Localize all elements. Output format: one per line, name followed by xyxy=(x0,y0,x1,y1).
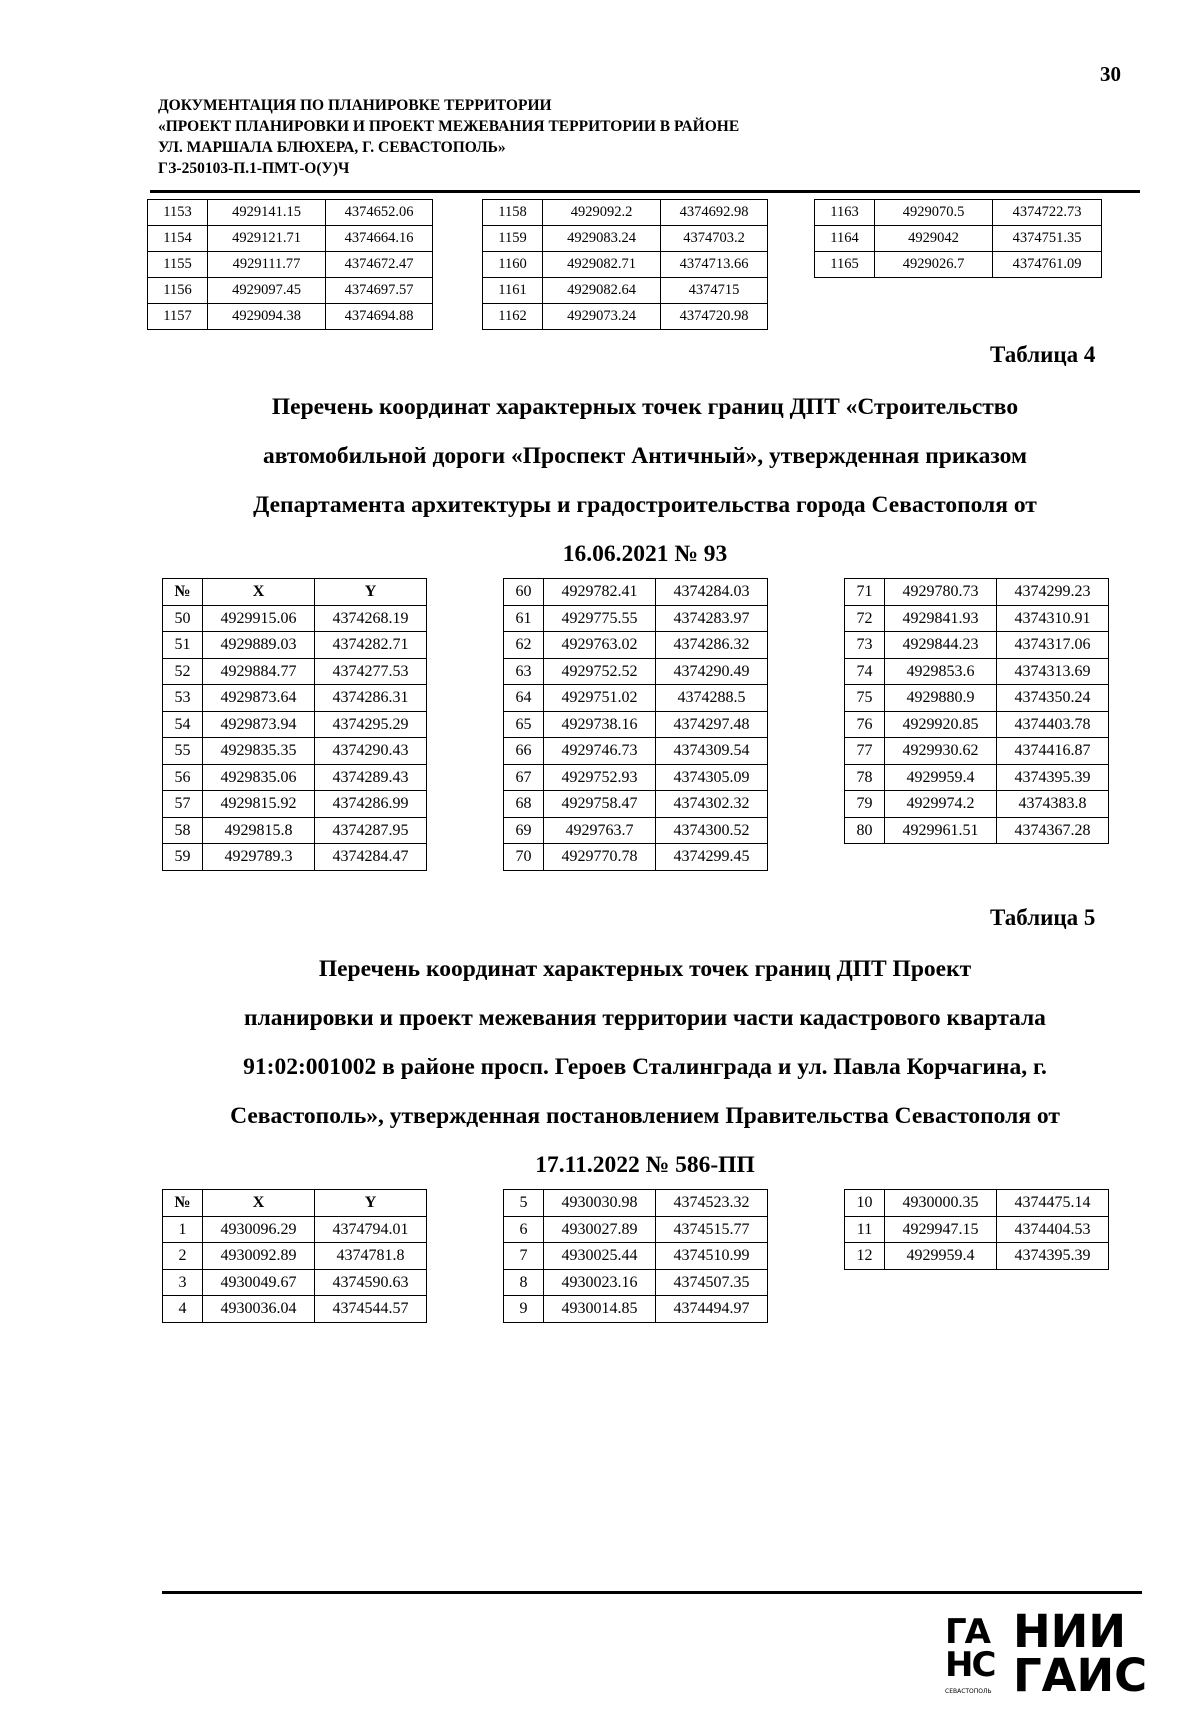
y-coordinate-cell: 4374395.39 xyxy=(997,1243,1109,1270)
y-coordinate-cell: 4374703.2 xyxy=(661,226,768,252)
y-coordinate-cell: 4374286.31 xyxy=(315,685,427,712)
table-row xyxy=(163,1269,427,1296)
point-number-cell: 1159 xyxy=(483,226,543,252)
table-row xyxy=(163,605,427,632)
table-4-label: Таблица 4 xyxy=(990,342,1096,367)
y-coordinate-cell: 4374295.29 xyxy=(315,711,427,738)
table-4-caption-line: 16.06.2021 № 93 xyxy=(562,541,728,567)
y-coordinate-cell: 4374475.14 xyxy=(997,1190,1109,1217)
table-4-caption-line: Перечень координат характерных точек границ ДПТ «Строительство xyxy=(271,394,1019,420)
table-row xyxy=(163,738,427,765)
table-row xyxy=(483,278,768,304)
x-coordinate-cell: 4929959.4 xyxy=(885,764,997,791)
x-coordinate-cell: 4929974.2 xyxy=(885,791,997,818)
x-coordinate-cell: 4929770.78 xyxy=(544,844,656,871)
table-row xyxy=(163,764,427,791)
table-row xyxy=(163,1296,427,1323)
table-5-caption-line: Севастополь», утвержденная постановлением Правительства Севастополя от xyxy=(230,1103,1060,1129)
x-coordinate-cell: 4929841.93 xyxy=(885,605,997,632)
point-number-cell: 1162 xyxy=(483,304,543,330)
x-coordinate-cell: 4929853.6 xyxy=(885,658,997,685)
x-coordinate-cell: 4930027.89 xyxy=(544,1216,656,1243)
point-number-cell: 56 xyxy=(163,764,203,791)
point-number-cell: 53 xyxy=(163,685,203,712)
point-number-cell: 7 xyxy=(504,1243,544,1270)
column-header-number: № xyxy=(163,579,203,606)
x-coordinate-cell: 4929930.62 xyxy=(885,738,997,765)
table-row xyxy=(815,252,1102,278)
x-coordinate-cell: 4929880.9 xyxy=(885,685,997,712)
y-coordinate-cell: 4374404.53 xyxy=(997,1216,1109,1243)
x-coordinate-cell: 4929083.24 xyxy=(543,226,661,252)
table-4-block-1 xyxy=(162,578,427,871)
x-coordinate-cell: 4929042 xyxy=(875,226,993,252)
y-coordinate-cell: 4374515.77 xyxy=(656,1216,768,1243)
table-row xyxy=(845,632,1109,659)
table-4-block-2 xyxy=(503,578,768,871)
table-row xyxy=(845,685,1109,712)
y-coordinate-cell: 4374286.32 xyxy=(656,632,768,659)
table-row xyxy=(163,711,427,738)
table-row xyxy=(504,817,768,844)
y-coordinate-cell: 4374590.63 xyxy=(315,1269,427,1296)
y-coordinate-cell: 4374751.35 xyxy=(993,226,1102,252)
table-5-block-2 xyxy=(503,1189,768,1323)
x-coordinate-cell: 4929751.02 xyxy=(544,685,656,712)
point-number-cell: 1158 xyxy=(483,200,543,226)
y-coordinate-cell: 4374494.97 xyxy=(656,1296,768,1323)
point-number-cell: 58 xyxy=(163,817,203,844)
point-number-cell: 1163 xyxy=(815,200,875,226)
y-coordinate-cell: 4374277.53 xyxy=(315,658,427,685)
table-row xyxy=(504,605,768,632)
table-5-caption-line: планировки и проект межевания территории части кадастрового квартала xyxy=(244,1005,1046,1031)
x-coordinate-cell: 4929873.64 xyxy=(203,685,315,712)
y-coordinate-cell: 4374403.78 xyxy=(997,711,1109,738)
y-coordinate-cell: 4374313.69 xyxy=(997,658,1109,685)
table-row xyxy=(845,764,1109,791)
table-row xyxy=(148,200,433,226)
x-coordinate-cell: 4930025.44 xyxy=(544,1243,656,1270)
point-number-cell: 4 xyxy=(163,1296,203,1323)
y-coordinate-cell: 4374299.23 xyxy=(997,579,1109,606)
y-coordinate-cell: 4374794.01 xyxy=(315,1216,427,1243)
x-coordinate-cell: 4929094.38 xyxy=(208,304,326,330)
point-number-cell: 71 xyxy=(845,579,885,606)
y-coordinate-cell: 4374416.87 xyxy=(997,738,1109,765)
point-number-cell: 1160 xyxy=(483,252,543,278)
y-coordinate-cell: 4374694.88 xyxy=(326,304,433,330)
x-coordinate-cell: 4929775.55 xyxy=(544,605,656,632)
table-row xyxy=(148,278,433,304)
logo-name xyxy=(1013,1605,1148,1702)
table-4-caption-line: Департамента архитектуры и градостроительства города Севастополя от xyxy=(253,492,1037,518)
point-number-cell: 6 xyxy=(504,1216,544,1243)
x-coordinate-cell: 4929070.5 xyxy=(875,200,993,226)
table-row xyxy=(845,1190,1109,1217)
table-4-caption xyxy=(150,383,1140,579)
y-coordinate-cell: 4374672.47 xyxy=(326,252,433,278)
x-coordinate-cell: 4929947.15 xyxy=(885,1216,997,1243)
y-coordinate-cell: 4374302.32 xyxy=(656,791,768,818)
footer-divider xyxy=(162,1591,1142,1594)
point-number-cell: 54 xyxy=(163,711,203,738)
point-number-cell: 1153 xyxy=(148,200,208,226)
y-coordinate-cell: 4374290.49 xyxy=(656,658,768,685)
point-number-cell: 50 xyxy=(163,605,203,632)
y-coordinate-cell: 4374309.54 xyxy=(656,738,768,765)
x-coordinate-cell: 4929815.8 xyxy=(203,817,315,844)
continuation-table-2 xyxy=(482,199,768,330)
point-number-cell: 2 xyxy=(163,1243,203,1270)
table-row xyxy=(504,658,768,685)
column-header-y: Y xyxy=(315,579,427,606)
point-number-cell: 1161 xyxy=(483,278,543,304)
y-coordinate-cell: 4374287.95 xyxy=(315,817,427,844)
x-coordinate-cell: 4929789.3 xyxy=(203,844,315,871)
y-coordinate-cell: 4374367.28 xyxy=(997,817,1109,844)
point-number-cell: 57 xyxy=(163,791,203,818)
x-coordinate-cell: 4929915.06 xyxy=(203,605,315,632)
x-coordinate-cell: 4929844.23 xyxy=(885,632,997,659)
y-coordinate-cell: 4374297.48 xyxy=(656,711,768,738)
y-coordinate-cell: 4374720.98 xyxy=(661,304,768,330)
y-coordinate-cell: 4374544.57 xyxy=(315,1296,427,1323)
y-coordinate-cell: 4374664.16 xyxy=(326,226,433,252)
point-number-cell: 80 xyxy=(845,817,885,844)
x-coordinate-cell: 4929752.52 xyxy=(544,658,656,685)
point-number-cell: 1165 xyxy=(815,252,875,278)
continuation-table-3 xyxy=(814,199,1102,278)
document-header xyxy=(158,95,739,179)
table-row xyxy=(504,579,768,606)
page-number: 30 xyxy=(1100,62,1121,86)
x-coordinate-cell: 4929111.77 xyxy=(208,252,326,278)
point-number-cell: 1155 xyxy=(148,252,208,278)
y-coordinate-cell: 4374284.47 xyxy=(315,844,427,871)
table-row xyxy=(504,685,768,712)
x-coordinate-cell: 4929752.93 xyxy=(544,764,656,791)
table-row xyxy=(163,1243,427,1270)
point-number-cell: 10 xyxy=(845,1190,885,1217)
point-number-cell: 1157 xyxy=(148,304,208,330)
y-coordinate-cell: 4374290.43 xyxy=(315,738,427,765)
x-coordinate-cell: 4930049.67 xyxy=(203,1269,315,1296)
point-number-cell: 72 xyxy=(845,605,885,632)
table-row xyxy=(504,738,768,765)
y-coordinate-cell: 4374395.39 xyxy=(997,764,1109,791)
table-row xyxy=(504,1243,768,1270)
point-number-cell: 61 xyxy=(504,605,544,632)
header-line-1: ДОКУМЕНТАЦИЯ ПО ПЛАНИРОВКЕ ТЕРРИТОРИИ xyxy=(158,97,552,114)
y-coordinate-cell: 4374300.52 xyxy=(656,817,768,844)
table-row xyxy=(483,252,768,278)
table-row xyxy=(504,1296,768,1323)
point-number-cell: 66 xyxy=(504,738,544,765)
table-row xyxy=(504,1190,768,1217)
point-number-cell: 3 xyxy=(163,1269,203,1296)
x-coordinate-cell: 4930092.89 xyxy=(203,1243,315,1270)
y-coordinate-cell: 4374722.73 xyxy=(993,200,1102,226)
y-coordinate-cell: 4374781.8 xyxy=(315,1243,427,1270)
table-5-label: Таблица 5 xyxy=(990,905,1096,930)
x-coordinate-cell: 4929121.71 xyxy=(208,226,326,252)
point-number-cell: 12 xyxy=(845,1243,885,1270)
y-coordinate-cell: 4374652.06 xyxy=(326,200,433,226)
header-divider xyxy=(150,190,1140,193)
point-number-cell: 74 xyxy=(845,658,885,685)
point-number-cell: 9 xyxy=(504,1296,544,1323)
point-number-cell: 51 xyxy=(163,632,203,659)
table-row xyxy=(163,1216,427,1243)
header-line-2: «ПРОЕКТ ПЛАНИРОВКИ И ПРОЕКТ МЕЖЕВАНИЯ ТЕРРИТОРИИ В РАЙОНЕ xyxy=(158,118,740,135)
logo-name-bottom: ГАИС xyxy=(1013,1649,1148,1702)
point-number-cell: 69 xyxy=(504,817,544,844)
x-coordinate-cell: 4930000.35 xyxy=(885,1190,997,1217)
y-coordinate-cell: 4374288.5 xyxy=(656,685,768,712)
x-coordinate-cell: 4929780.73 xyxy=(885,579,997,606)
table-row xyxy=(845,791,1109,818)
table-row xyxy=(163,817,427,844)
y-coordinate-cell: 4374310.91 xyxy=(997,605,1109,632)
table-5-block-1 xyxy=(162,1189,427,1323)
x-coordinate-cell: 4929884.77 xyxy=(203,658,315,685)
point-number-cell: 76 xyxy=(845,711,885,738)
table-row xyxy=(845,817,1109,844)
y-coordinate-cell: 4374523.32 xyxy=(656,1190,768,1217)
x-coordinate-cell: 4929961.51 xyxy=(885,817,997,844)
point-number-cell: 11 xyxy=(845,1216,885,1243)
x-coordinate-cell: 4929092.2 xyxy=(543,200,661,226)
table-row xyxy=(845,738,1109,765)
x-coordinate-cell: 4929082.71 xyxy=(543,252,661,278)
x-coordinate-cell: 4929746.73 xyxy=(544,738,656,765)
x-coordinate-cell: 4929141.15 xyxy=(208,200,326,226)
x-coordinate-cell: 4929758.47 xyxy=(544,791,656,818)
table-row xyxy=(845,1243,1109,1270)
y-coordinate-cell: 4374507.35 xyxy=(656,1269,768,1296)
table-row xyxy=(163,844,427,871)
header-line-4: ГЗ-250103-П.1-ПМТ-О(У)Ч xyxy=(158,160,350,177)
column-header-number: № xyxy=(163,1190,203,1217)
y-coordinate-cell: 4374286.99 xyxy=(315,791,427,818)
y-coordinate-cell: 4374282.71 xyxy=(315,632,427,659)
point-number-cell: 1154 xyxy=(148,226,208,252)
table-row xyxy=(504,791,768,818)
point-number-cell: 68 xyxy=(504,791,544,818)
point-number-cell: 52 xyxy=(163,658,203,685)
column-header-x: X xyxy=(203,579,315,606)
table-row xyxy=(483,304,768,330)
x-coordinate-cell: 4929873.94 xyxy=(203,711,315,738)
point-number-cell: 1 xyxy=(163,1216,203,1243)
point-number-cell: 55 xyxy=(163,738,203,765)
point-number-cell: 77 xyxy=(845,738,885,765)
table-row xyxy=(845,1216,1109,1243)
x-coordinate-cell: 4929097.45 xyxy=(208,278,326,304)
table-row xyxy=(148,304,433,330)
x-coordinate-cell: 4930014.85 xyxy=(544,1296,656,1323)
table-4-block-3 xyxy=(844,578,1109,844)
x-coordinate-cell: 4929763.02 xyxy=(544,632,656,659)
table-row xyxy=(483,226,768,252)
x-coordinate-cell: 4929815.92 xyxy=(203,791,315,818)
point-number-cell: 63 xyxy=(504,658,544,685)
x-coordinate-cell: 4930096.29 xyxy=(203,1216,315,1243)
x-coordinate-cell: 4929920.85 xyxy=(885,711,997,738)
point-number-cell: 60 xyxy=(504,579,544,606)
table-row xyxy=(504,1269,768,1296)
y-coordinate-cell: 4374283.97 xyxy=(656,605,768,632)
table-5-caption-line: Перечень координат характерных точек границ ДПТ Проект xyxy=(318,956,972,982)
table-row xyxy=(148,226,433,252)
table-row xyxy=(504,844,768,871)
point-number-cell: 59 xyxy=(163,844,203,871)
x-coordinate-cell: 4929763.7 xyxy=(544,817,656,844)
x-coordinate-cell: 4929959.4 xyxy=(885,1243,997,1270)
y-coordinate-cell: 4374299.45 xyxy=(656,844,768,871)
table-5-caption-line: 91:02:001002 в районе просп. Героев Сталинграда и ул. Павла Корчагина, г. xyxy=(243,1054,1047,1080)
table-row xyxy=(845,579,1109,606)
point-number-cell: 73 xyxy=(845,632,885,659)
y-coordinate-cell: 4374692.98 xyxy=(661,200,768,226)
column-header-x: X xyxy=(203,1190,315,1217)
y-coordinate-cell: 4374317.06 xyxy=(997,632,1109,659)
point-number-cell: 8 xyxy=(504,1269,544,1296)
table-5-block-3 xyxy=(844,1189,1109,1270)
x-coordinate-cell: 4929782.41 xyxy=(544,579,656,606)
y-coordinate-cell: 4374761.09 xyxy=(993,252,1102,278)
y-coordinate-cell: 4374697.57 xyxy=(326,278,433,304)
continuation-table-1 xyxy=(147,199,433,330)
y-coordinate-cell: 4374715 xyxy=(661,278,768,304)
table-row xyxy=(504,764,768,791)
point-number-cell: 1156 xyxy=(148,278,208,304)
table-row xyxy=(815,200,1102,226)
header-line-3: УЛ. МАРШАЛА БЛЮХЕРА, Г. СЕВАСТОПОЛЬ» xyxy=(158,139,506,156)
point-number-cell: 1164 xyxy=(815,226,875,252)
table-row xyxy=(163,791,427,818)
point-number-cell: 75 xyxy=(845,685,885,712)
y-coordinate-cell: 4374305.09 xyxy=(656,764,768,791)
x-coordinate-cell: 4929082.64 xyxy=(543,278,661,304)
x-coordinate-cell: 4930030.98 xyxy=(544,1190,656,1217)
logo-mark-top: ГА xyxy=(945,1612,989,1652)
point-number-cell: 62 xyxy=(504,632,544,659)
x-coordinate-cell: 4929738.16 xyxy=(544,711,656,738)
x-coordinate-cell: 4929835.35 xyxy=(203,738,315,765)
x-coordinate-cell: 4929026.7 xyxy=(875,252,993,278)
y-coordinate-cell: 4374510.99 xyxy=(656,1243,768,1270)
table-row xyxy=(504,1216,768,1243)
x-coordinate-cell: 4929835.06 xyxy=(203,764,315,791)
x-coordinate-cell: 4929073.24 xyxy=(543,304,661,330)
point-number-cell: 67 xyxy=(504,764,544,791)
table-row xyxy=(483,200,768,226)
table-row xyxy=(845,605,1109,632)
table-row xyxy=(163,632,427,659)
table-5-caption-line: 17.11.2022 № 586-ПП xyxy=(535,1152,755,1178)
y-coordinate-cell: 4374383.8 xyxy=(997,791,1109,818)
point-number-cell: 65 xyxy=(504,711,544,738)
x-coordinate-cell: 4929889.03 xyxy=(203,632,315,659)
logo-mark-subtitle: СЕВАСТОПОЛЬ xyxy=(945,1688,992,1695)
x-coordinate-cell: 4930036.04 xyxy=(203,1296,315,1323)
point-number-cell: 78 xyxy=(845,764,885,791)
y-coordinate-cell: 4374289.43 xyxy=(315,764,427,791)
company-logo xyxy=(945,1605,1148,1702)
y-coordinate-cell: 4374350.24 xyxy=(997,685,1109,712)
table-row xyxy=(845,658,1109,685)
logo-mark-bottom: НС xyxy=(945,1645,995,1685)
logo-mark-icon xyxy=(945,1612,1007,1686)
table-row xyxy=(163,685,427,712)
column-header-y: Y xyxy=(315,1190,427,1217)
logo-name-top: НИИ xyxy=(1013,1605,1126,1658)
table-row xyxy=(504,632,768,659)
table-row xyxy=(163,658,427,685)
point-number-cell: 79 xyxy=(845,791,885,818)
point-number-cell: 64 xyxy=(504,685,544,712)
table-row xyxy=(845,711,1109,738)
table-5-caption xyxy=(150,945,1140,1190)
table-row xyxy=(504,711,768,738)
table-row xyxy=(148,252,433,278)
table-4-caption-line: автомобильной дороги «Проспект Античный», утвержденная приказом xyxy=(263,443,1027,469)
x-coordinate-cell: 4930023.16 xyxy=(544,1269,656,1296)
table-row xyxy=(815,226,1102,252)
point-number-cell: 5 xyxy=(504,1190,544,1217)
point-number-cell: 70 xyxy=(504,844,544,871)
y-coordinate-cell: 4374713.66 xyxy=(661,252,768,278)
y-coordinate-cell: 4374284.03 xyxy=(656,579,768,606)
y-coordinate-cell: 4374268.19 xyxy=(315,605,427,632)
